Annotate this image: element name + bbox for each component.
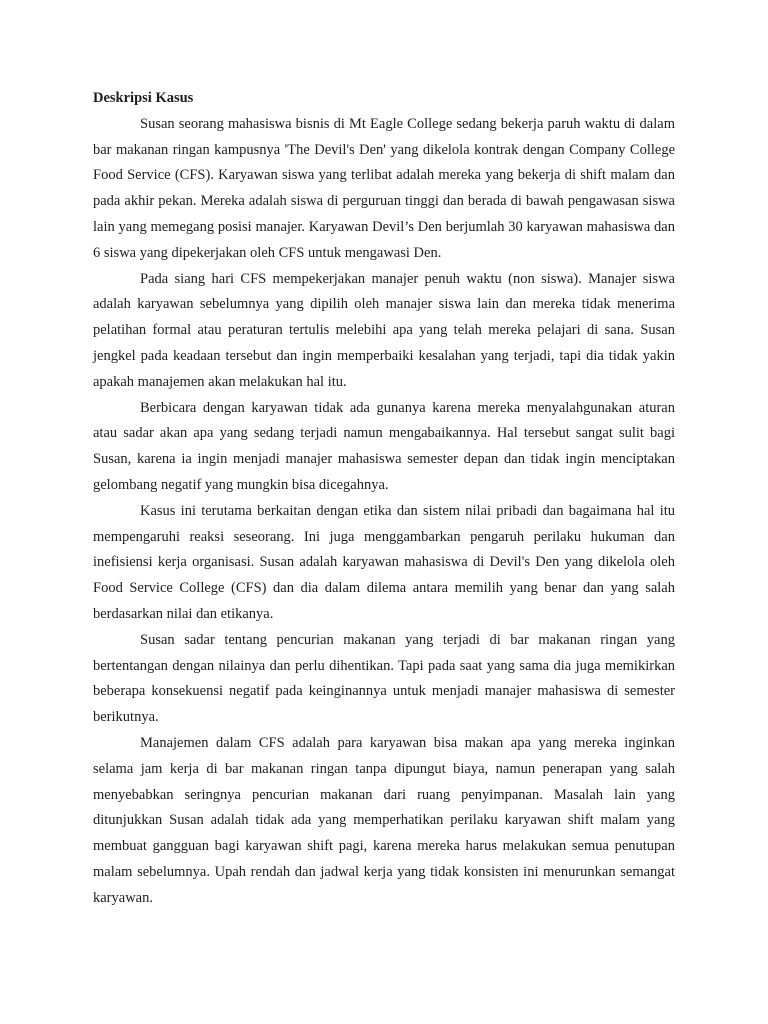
paragraph: Susan sadar tentang pencurian makanan yang terjadi di bar makanan ringan yang bertentangan dengan nilainya dan perlu dihentikan. Tapi pada saat yang sama dia juga memikirkan beberapa konsekuensi negatif pada keinginannya untuk menjadi manajer mahasiswa di semester berikutnya. bbox=[93, 631, 675, 726]
document-page bbox=[93, 86, 675, 912]
paragraph: Pada siang hari CFS mempekerjakan manajer penuh waktu (non siswa). Manajer siswa adalah karyawan sebelumnya yang dipilih oleh manajer siswa lain dan mereka tidak menerima pelatihan formal atau peraturan tertulis melebihi apa yang telah mereka pelajari di sana. Susan jengkel pada keadaan tersebut dan ingin memperbaiki kesalahan yang terjadi, tapi dia tidak yakin apakah manajemen akan melakukan hal itu. bbox=[93, 270, 675, 390]
paragraph: Berbicara dengan karyawan tidak ada gunanya karena mereka menyalahgunakan aturan atau sadar akan apa yang sedang terjadi namun mengabaikannya. Hal tersebut sangat sulit bagi Susan, karena ia ingin menjadi manajer mahasiswa semester depan dan tidak ingin menciptakan gelombang negatif yang mungkin bisa dicegahnya. bbox=[93, 399, 675, 493]
paragraph: Susan seorang mahasiswa bisnis di Mt Eagle College sedang bekerja paruh waktu di dalam bar makanan ringan kampusnya 'The Devil's Den' yang dikelola kontrak dengan Company College Food Service (CFS). Karyawan siswa yang terlibat adalah mereka yang bekerja di shift malam dan pada akhir pekan. Mereka adalah siswa di perguruan tinggi dan berada di bawah pengawasan siswa lain yang memegang posisi manajer. Karyawan Devil’s Den berjumlah 30 karyawan mahasiswa dan 6 siswa yang dipekerjakan oleh CFS untuk mengawasi Den. bbox=[93, 115, 675, 261]
paragraph: Manajemen dalam CFS adalah para karyawan bisa makan apa yang mereka inginkan selama jam kerja di bar makanan ringan tanpa dipungut biaya, namun penerapan yang salah menyebabkan seringnya pencurian makanan dari ruang penyimpanan. Masalah lain yang ditunjukkan Susan adalah tidak ada yang memperhatikan perilaku karyawan shift malam yang membuat gangguan bagi karyawan shift pagi, karena mereka harus melakukan semua penutupan malam sebelumnya. Upah rendah dan jadwal kerja yang tidak konsisten ini menurunkan semangat karyawan. bbox=[93, 734, 675, 906]
section-heading: Deskripsi Kasus bbox=[93, 90, 194, 106]
paragraph: Kasus ini terutama berkaitan dengan etika dan sistem nilai pribadi dan bagaimana hal itu mempengaruhi reaksi seseorang. Ini juga menggambarkan pengaruh perilaku hukuman dan inefisiensi kerja organisasi. Susan adalah karyawan mahasiswa di Devil's Den yang dikelola oleh Food Service College (CFS) dan dia dalam dilema antara memilih yang benar dan yang salah berdasarkan nilai dan etikanya. bbox=[93, 502, 675, 622]
